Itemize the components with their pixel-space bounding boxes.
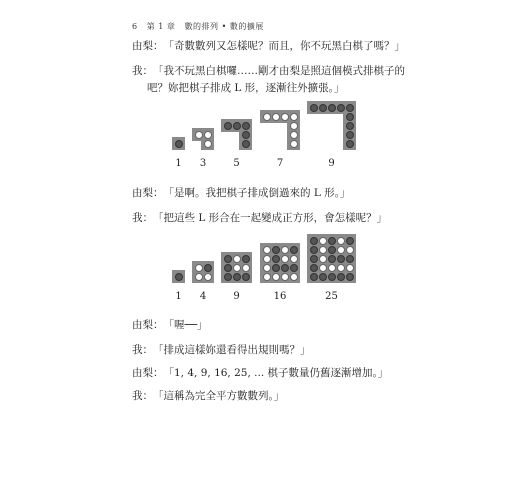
bead — [290, 246, 298, 254]
count-label: 25 — [325, 291, 338, 302]
bead — [224, 264, 232, 272]
speaker-yuri: 由梨： — [132, 367, 164, 379]
bead — [290, 273, 298, 281]
dialogue-text: 「我不玩黑白棋囉……剛才由梨是照這個模式排棋子的 — [153, 65, 405, 77]
count-label: 3 — [199, 158, 207, 169]
bead — [337, 264, 345, 272]
dialogue-text: 「把這些 L 形合在一起變成正方形，會怎樣呢？」 — [153, 212, 388, 224]
bead — [281, 113, 289, 121]
dialogue-text: 「排成這樣妳還看得出規則嗎？」 — [153, 344, 311, 356]
bead — [346, 140, 354, 148]
bead — [195, 264, 203, 272]
bead — [328, 273, 336, 281]
count-label: 5 — [233, 158, 240, 169]
bead — [204, 264, 212, 272]
dialogue-line-2 — [132, 64, 405, 78]
bead — [310, 246, 318, 254]
bead — [290, 140, 298, 148]
bead — [346, 131, 354, 139]
bead — [224, 122, 232, 130]
bead — [233, 264, 241, 272]
bead — [272, 255, 280, 263]
bead — [337, 273, 345, 281]
bead — [346, 237, 354, 245]
dialogue-line-2-cont: 吧？妳把棋子排成 L 形，逐漸往外擴張。」 — [147, 82, 345, 94]
bead — [272, 273, 280, 281]
chapter-title: 數的排列 • 數的擴展 — [184, 22, 264, 31]
bead — [319, 237, 327, 245]
bead — [346, 264, 354, 272]
bead — [224, 255, 232, 263]
dialogue-line-7 — [132, 366, 388, 380]
count-label: 1 — [175, 158, 182, 169]
dialogue-text: 「奇數數列又怎樣呢？而且，你不玩黑白棋了嗎？」 — [163, 40, 405, 52]
bead — [290, 264, 298, 272]
dialogue-line-3 — [132, 186, 350, 200]
bead — [290, 131, 298, 139]
bead — [233, 122, 241, 130]
bead — [290, 255, 298, 263]
dialogue-line-5 — [132, 318, 208, 332]
bead — [195, 273, 203, 281]
dialogue-line-6 — [132, 343, 311, 357]
bead — [346, 122, 354, 130]
bead — [263, 273, 271, 281]
bead — [175, 140, 183, 148]
bead — [233, 273, 241, 281]
bead — [290, 113, 298, 121]
dialogue-text: 「喔──」 — [163, 319, 208, 331]
dialogue-text: 「是啊。我把棋子排成倒過來的 L 形。」 — [163, 187, 351, 199]
bead — [263, 246, 271, 254]
speaker-me: 我： — [132, 344, 153, 356]
count-label: 9 — [328, 158, 335, 169]
bead — [310, 255, 318, 263]
page-number: 6 — [132, 22, 138, 31]
bead — [337, 104, 345, 112]
bead — [204, 131, 212, 139]
speaker-me: 我： — [132, 212, 153, 224]
bead — [195, 131, 203, 139]
bead — [272, 113, 280, 121]
bead — [175, 273, 183, 281]
bead — [242, 122, 250, 130]
bead — [319, 273, 327, 281]
bead — [242, 255, 250, 263]
bead — [242, 264, 250, 272]
count-label: 16 — [273, 291, 287, 302]
speaker-yuri: 由梨： — [132, 187, 164, 199]
dialogue-text: 「這稱為完全平方數數列。」 — [153, 390, 285, 402]
bead — [281, 264, 289, 272]
bead — [337, 255, 345, 263]
bead — [204, 273, 212, 281]
bead — [263, 113, 271, 121]
bead — [346, 255, 354, 263]
bead — [346, 104, 354, 112]
bead — [328, 237, 336, 245]
speaker-yuri: 由梨： — [132, 319, 164, 331]
dialogue-line-1 — [132, 39, 405, 53]
page-header — [132, 21, 264, 32]
dialogue-line-4 — [132, 211, 387, 225]
bead — [319, 104, 327, 112]
bead — [281, 246, 289, 254]
dialogue-line-8 — [132, 389, 284, 403]
bead — [224, 273, 232, 281]
bead — [319, 246, 327, 254]
speaker-me: 我： — [132, 390, 153, 402]
bead — [328, 246, 336, 254]
bead — [263, 264, 271, 272]
bead — [319, 264, 327, 272]
bead — [281, 273, 289, 281]
bead — [346, 273, 354, 281]
bead — [310, 264, 318, 272]
count-label: 1 — [175, 291, 182, 302]
bead — [346, 246, 354, 254]
bead — [263, 255, 271, 263]
bead — [328, 255, 336, 263]
count-label: 4 — [199, 291, 207, 302]
bead — [310, 273, 318, 281]
speaker-me: 我： — [132, 65, 153, 77]
bead — [328, 104, 336, 112]
chapter-label: 第 1 章 — [146, 22, 176, 31]
bead — [242, 140, 250, 148]
bead — [337, 246, 345, 254]
bead — [319, 255, 327, 263]
bead — [310, 237, 318, 245]
bead — [290, 122, 298, 130]
count-label: 9 — [233, 291, 240, 302]
bead — [346, 113, 354, 121]
bead — [310, 104, 318, 112]
bead — [272, 264, 280, 272]
speaker-yuri: 由梨： — [132, 40, 164, 52]
bead — [242, 131, 250, 139]
dialogue-text: 「1, 4, 9, 16, 25, ... 棋子數量仍舊逐漸增加。」 — [163, 367, 389, 379]
bead — [281, 255, 289, 263]
bead — [328, 264, 336, 272]
bead — [242, 273, 250, 281]
bead — [337, 237, 345, 245]
bead — [204, 140, 212, 148]
count-label: 7 — [276, 158, 284, 169]
bead — [233, 255, 241, 263]
bead — [272, 246, 280, 254]
